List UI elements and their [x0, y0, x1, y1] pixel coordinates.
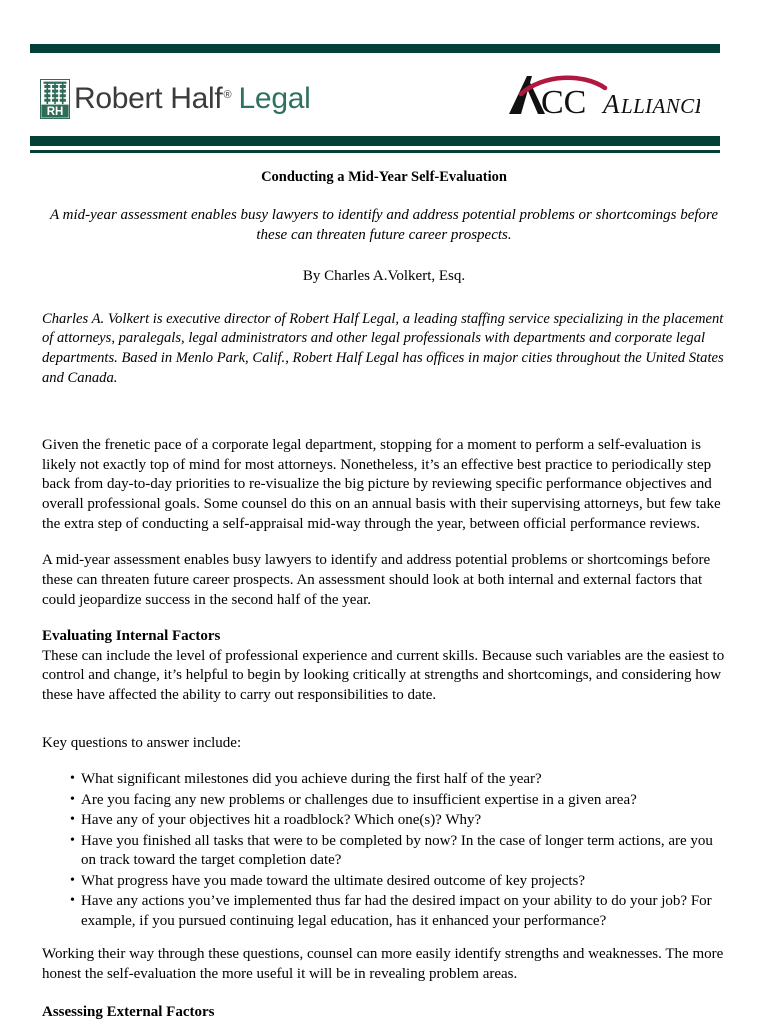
- article-byline: By Charles A.Volkert, Esq.: [302, 268, 466, 285]
- author-bio: Charles A. Volkert is executive director of Robert Half Legal, a leading staffing service specializing in the placement of attorneys, paralegals, legal administrators and other legal professionals with departments and corporate legal departments. Based in Menlo Park, Calif., Robert Half Legal has offices in major cities throughout the United States and Canada.: [42, 310, 724, 386]
- header-rule-middle: [30, 136, 720, 146]
- article-deck: A mid-year assessment enables busy lawyers to identify and address potential problems or shortcomings before these can threaten future career prospects.: [50, 207, 718, 243]
- paragraph-internal-factors: These can include the level of professional experience and current skills. Because such variables are the easiest to control and change, it’s helpful to begin by looking critically at strengths and shortcomings, and considering how these have affected the ability to carry out responsibilities to date.: [42, 647, 725, 704]
- article-body: [42, 168, 726, 1022]
- key-questions-list: [42, 770, 726, 931]
- brand-suffix: Legal: [238, 82, 311, 115]
- article-title: Conducting a Mid-Year Self-Evaluation: [261, 169, 507, 185]
- abacus-icon: [40, 79, 70, 119]
- list-item: • Have you finished all tasks that were to be completed by now? In the case of longer term actions, are you on track toward the target completion date?: [70, 832, 726, 871]
- spacer: [42, 722, 726, 734]
- svg-text:RH: RH: [46, 106, 64, 118]
- list-item: • Have any actions you’ve implemented thus far had the desired impact on your ability to do your job? For example, if you pursued continuing legal education, has it enhanced your performance?: [70, 892, 726, 931]
- registered-mark-icon: ®: [223, 89, 232, 101]
- acc-alliance-logo-glyph: [505, 74, 700, 120]
- heading-assessing-external-factors: Assessing External Factors: [42, 1003, 215, 1020]
- paragraph-1: Given the frenetic pace of a corporate legal department, stopping for a moment to perform a self-evaluation is likely not exactly top of mind for most attorneys. Nonetheless, it’s an effective best practice to periodically step back from day-to-day priorities to re-visualize the big picture by reviewing specific performance objectives and overall professional goals. Some counsel do this on an annual basis with their supervising attorneys, but few take the extra step of conducting a self-appraisal mid-way through the year, between official performance reviews.: [42, 437, 721, 532]
- key-questions-lead: Key questions to answer include:: [42, 734, 242, 751]
- list-item: • What significant milestones did you achieve during the first half of the year?: [70, 770, 726, 790]
- closing-paragraph: Working their way through these questions, counsel can more easily identify strengths and weaknesses. The more honest the self-evaluation the more useful it will be in revealing problem areas.: [42, 946, 724, 983]
- header-rule-thin: [30, 150, 720, 153]
- brand-name: Robert Half: [74, 82, 223, 115]
- svg-text:LLIANCE: LLIANCE: [621, 94, 700, 118]
- heading-evaluating-internal-factors: Evaluating Internal Factors: [42, 628, 221, 645]
- list-item: • Have any of your objectives hit a roadblock? Which one(s)? Why?: [70, 811, 726, 831]
- list-item: • What progress have you made toward the ultimate desired outcome of key projects?: [70, 872, 726, 892]
- svg-text:CC: CC: [541, 84, 587, 120]
- acc-alliance-logo: [505, 74, 700, 120]
- header-rule-top: [30, 44, 720, 53]
- paragraph-2: A mid-year assessment enables busy lawyers to identify and address potential problems or shortcomings before these can threaten future career prospects. An assessment should look at both internal and external factors that could jeopardize success in the second half of the year.: [42, 552, 711, 608]
- robert-half-legal-logo: [40, 76, 310, 122]
- abacus-icon-glyph: [40, 79, 70, 119]
- svg-text:A: A: [603, 89, 620, 119]
- list-item: • Are you facing any new problems or challenges due to insufficient expertise in a given area?: [70, 791, 726, 811]
- brand-wordmark: [74, 82, 310, 116]
